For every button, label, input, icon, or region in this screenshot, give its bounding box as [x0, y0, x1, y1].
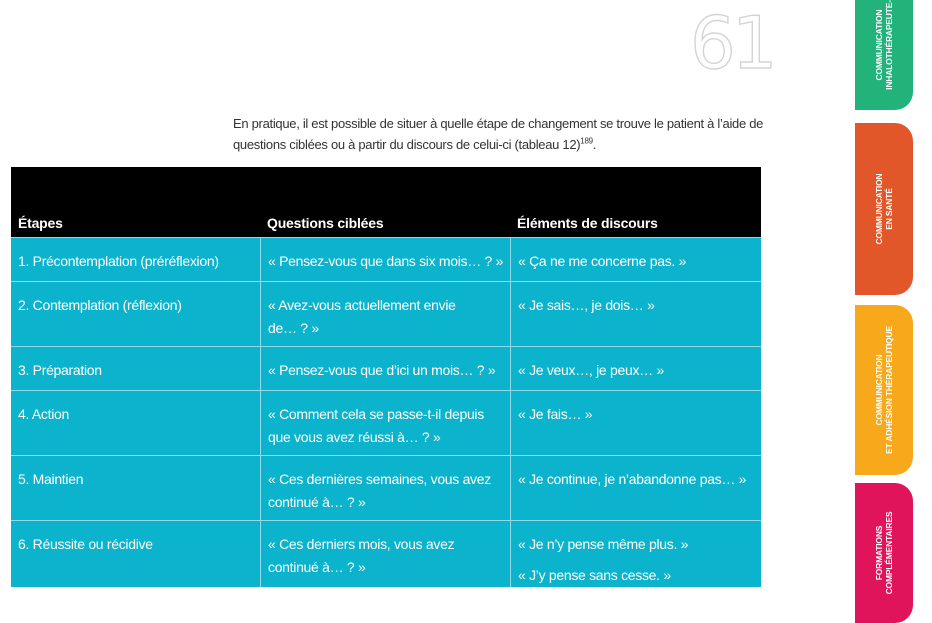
- header-stages: Étapes: [18, 215, 63, 231]
- stage-cell: 3. Préparation: [18, 362, 102, 378]
- section-tab-communication-sante[interactable]: [855, 123, 913, 295]
- speech-cell: « Je veux…, je peux… »: [510, 347, 761, 390]
- speech-line: « Je n’y pense même plus. »: [518, 536, 689, 552]
- stage-cell: 2. Contemplation (réflexion): [18, 297, 182, 313]
- stage-cell: 5. Maintien: [18, 471, 84, 487]
- page-number: 61: [690, 1, 774, 85]
- section-tab-communication-adhesion[interactable]: [855, 305, 913, 475]
- question-cell: « Comment cela se passe-t-il depuis que vous avez réussi à… ? »: [260, 391, 510, 455]
- stage-cell: 1. Précontemplation (préréflexion): [18, 253, 219, 269]
- speech-cell: « Je continue, je n’abandonne pas… »: [510, 456, 761, 520]
- table-row: [11, 346, 761, 390]
- section-tab-communication-inhalotherapeute[interactable]: [855, 0, 913, 110]
- header-questions: Questions ciblées: [267, 215, 384, 231]
- table-row: [11, 281, 761, 346]
- tab-label: COMMUNICATION EN SANTÉ: [874, 173, 894, 245]
- stage-cell: 4. Action: [18, 406, 70, 422]
- intro-paragraph: [233, 113, 773, 155]
- table-row: [11, 520, 761, 587]
- question-cell: « Ces dernières semaines, vous avez continué à… ? »: [260, 456, 510, 520]
- speech-cell: « Ça ne me concerne pas. »: [510, 238, 761, 281]
- reference-superscript: 189: [580, 136, 593, 146]
- intro-text: En pratique, il est possible de situer à quelle étape de changement se trouve le patient à l’aide de questions ciblées ou à partir du discours de celui-ci (tableau 12): [233, 116, 764, 152]
- speech-line: « J’y pense sans cesse. »: [518, 567, 671, 583]
- question-cell: « Pensez-vous que d’ici un mois… ? »: [260, 347, 510, 390]
- tab-label: COMMUNICATION INHALOTHÉRAPEUTE-: [874, 0, 894, 90]
- table-row: [11, 455, 761, 520]
- question-cell: « Pensez-vous que dans six mois… ? »: [260, 238, 510, 281]
- table-row: [11, 390, 761, 455]
- header-speech: Éléments de discours: [517, 215, 658, 231]
- table-header: [11, 167, 761, 237]
- question-cell: « Avez-vous actuellement envie de… ? »: [260, 282, 510, 346]
- tab-label: FORMATIONS COMPLÉMENTAIRES: [874, 511, 894, 595]
- stages-table: [11, 167, 761, 587]
- tab-label: COMMUNICATION ET ADHÉSION THÉRAPEUTIQUE: [874, 326, 894, 454]
- speech-cell: « Je sais…, je dois… »: [510, 282, 761, 346]
- question-cell: « Ces derniers mois, vous avez continué à… ? »: [260, 521, 510, 587]
- speech-cell: « Je fais… »: [510, 391, 761, 455]
- intro-end: .: [592, 137, 597, 152]
- stage-cell: 6. Réussite ou récidive: [18, 536, 153, 552]
- table-row: [11, 237, 761, 281]
- speech-cell: [510, 521, 761, 587]
- section-tab-formations[interactable]: [855, 483, 913, 623]
